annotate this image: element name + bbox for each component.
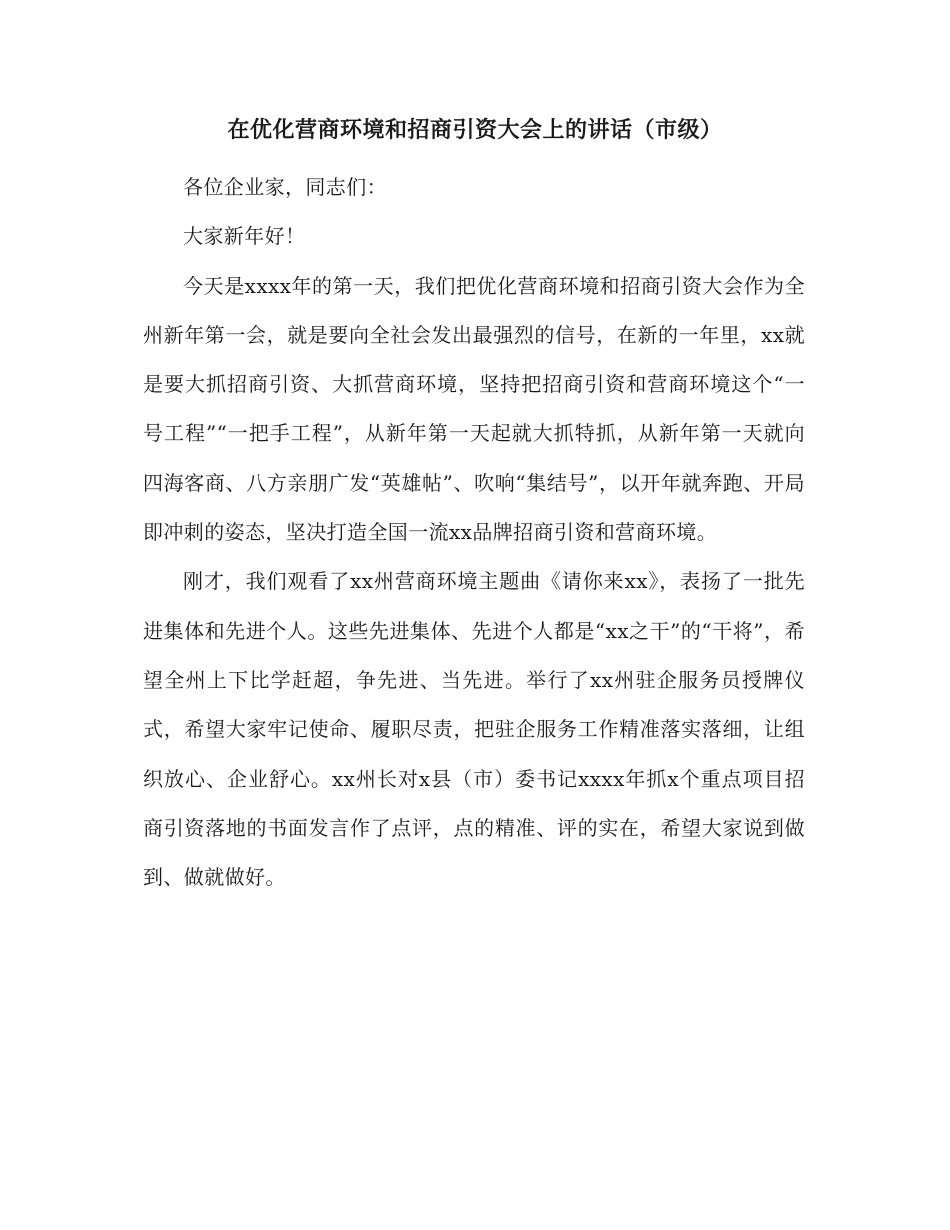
document-body: [143, 163, 805, 902]
salutation-paragraph: 各位企业家，同志们：: [183, 175, 387, 199]
body-paragraph: 今天是xxxx年的第一天，我们把优化营商环境和招商引资大会作为全州新年第一会，就是要向全社会发出最强烈的信号，在新的一年里，xx就是要大抓招商引资、大抓营商环境，坚持把招商引资和营商环境这个“一号工程”“一把手工程”，从新年第一天起就大抓特抓，从新年第一天就向四海客商、八方亲朋广发“英雄帖”、吹响“集结号”，以开年就奔跑、开局即冲刺的姿态，坚决打造全国一流xx品牌招商引资和营商环境。: [143, 273, 805, 545]
document-title: 在优化营商环境和招商引资大会上的讲话（市级）: [227, 117, 723, 143]
greeting-paragraph: 大家新年好！: [183, 224, 306, 249]
body-paragraph: 刚才，我们观看了xx州营商环境主题曲《请你来xx》，表扬了一批先进集体和先进个人。这些先进集体、先进个人都是“xx之干”的“干将”，希望全州上下比学赶超，争先进、当先进。举行了xx州驻企服务员授牌仪式，希望大家牢记使命、履职尽责，把驻企服务工作精准落实落细，让组织放心、企业舒心。xx州长对x县（市）委书记xxxx年抓x个重点项目招商引资落地的书面发言作了点评，点的精准、评的实在，希望大家说到做到、做就做好。: [143, 569, 805, 890]
